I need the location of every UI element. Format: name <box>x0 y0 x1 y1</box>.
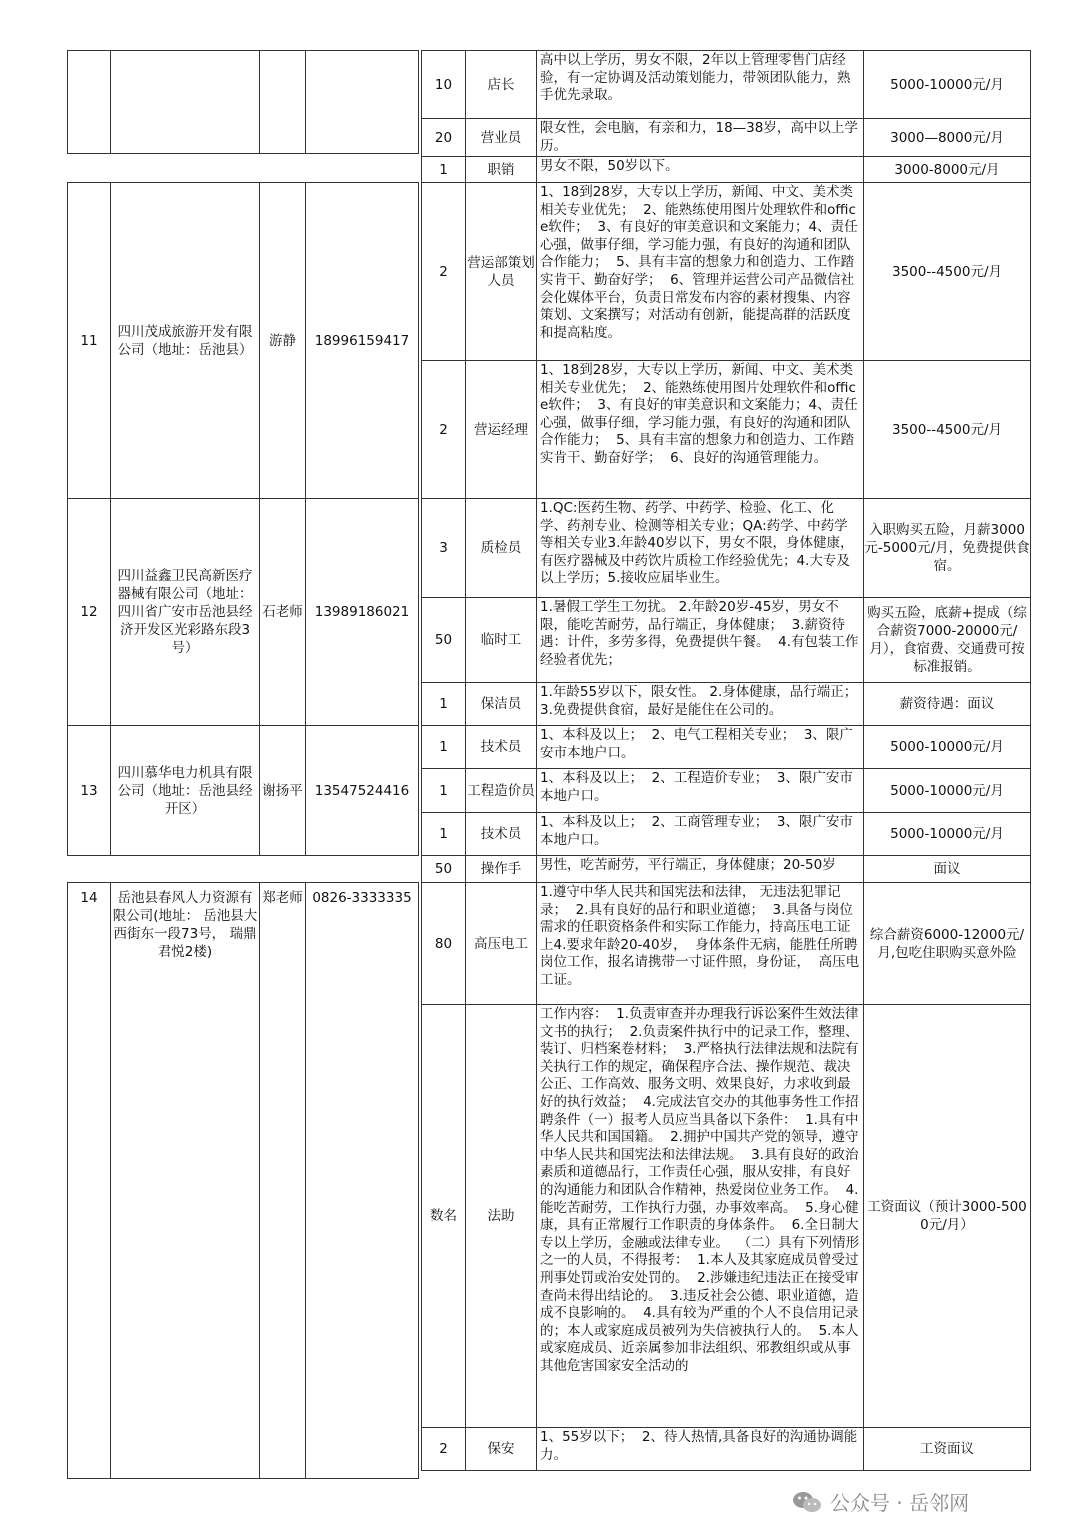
job-requirements <box>536 812 864 856</box>
carryover-contact <box>259 50 306 154</box>
job-count <box>421 597 466 683</box>
job-requirements-text: 1、本科及以上； 2、工商管理专业； 3、限广安市本地户口。 <box>540 814 853 848</box>
job-requirements-text: 1、55岁以下； 2、待人热情,具备良好的沟通协调能力。 <box>540 1429 858 1463</box>
job-requirements-text: 男女不限，50岁以下。 <box>540 158 679 174</box>
company-name <box>110 725 260 856</box>
company-index-text: 13 <box>80 782 98 799</box>
job-requirements-text: 男性，吃苦耐劳，平行端正，身体健康；20-50岁 <box>540 857 836 873</box>
company-phone <box>305 182 419 499</box>
company-index <box>67 882 111 1479</box>
job-count <box>421 182 466 361</box>
job-salary-text: 3500--4500元/月 <box>891 421 1002 438</box>
company-phone <box>305 498 419 726</box>
job-salary-text: 薪资待遇：面议 <box>899 696 995 712</box>
job-position <box>465 682 537 726</box>
job-position-text: 营运经理 <box>474 421 528 438</box>
job-salary <box>863 156 1031 183</box>
watermark-text: 公众号 · 岳邻网 <box>830 1491 970 1515</box>
job-salary <box>863 768 1031 813</box>
job-position <box>465 812 537 856</box>
job-count-text: 1 <box>439 696 448 712</box>
company-contact-text: 石老师 <box>262 604 303 620</box>
job-position <box>465 498 537 598</box>
job-salary-text: 综合薪资6000-12000元/月,包吃住职购买意外险 <box>869 926 1025 961</box>
company-contact <box>259 725 306 856</box>
job-requirements <box>536 1427 864 1471</box>
job-salary-text: 3000—8000元/月 <box>890 129 1004 146</box>
job-count-text: 1 <box>439 826 448 842</box>
company-contact-text: 谢扬平 <box>262 782 303 799</box>
job-salary <box>863 118 1031 157</box>
job-requirements-text: 1、本科及以上； 2、工程造价专业； 3、限广安市本地户口。 <box>540 770 853 804</box>
job-count <box>421 498 466 598</box>
company-name <box>110 182 260 499</box>
job-requirements <box>536 156 864 183</box>
job-count-text: 1 <box>439 782 448 799</box>
job-position-text: 店长 <box>487 76 515 93</box>
job-position-text: 技术员 <box>480 739 522 755</box>
job-count <box>421 118 466 157</box>
job-count <box>421 1427 466 1471</box>
wechat-icon <box>792 1491 822 1513</box>
job-count <box>421 1004 466 1428</box>
job-salary-text: 5000-10000元/月 <box>890 782 1004 799</box>
job-count <box>421 812 466 856</box>
job-position <box>465 118 537 157</box>
job-position-text: 技术员 <box>480 826 522 842</box>
job-salary-text: 工资面议 <box>920 1441 974 1457</box>
job-salary-text: 5000-10000元/月 <box>890 76 1004 93</box>
carryover-phone <box>305 50 419 154</box>
job-position <box>465 855 537 883</box>
job-requirements-text: 工作内容： 1.负责审查并办理我行诉讼案件生效法律文书的执行； 2.负责案件执行中的记录工作，整理、装订、归档案卷材料； 3.严格执行法律法规和法院有关执行工作的规定，确保程序合法、操作规范、裁决公正、工作高效、服务文明、效果良好，力求收到最好的执行效益； 4.完成法官交办的其他事务性工作招聘条件（一）报考人员应当具备以下条件： 1.具有中华人民共和国国籍。 2.拥护中国共产党的领导，遵守中华人民共和国宪法和法律法规。 3.具有良好的政治素质和道德品行，工作责任心强，服从安排，有良好的沟通能力和团队合作精神，热爱岗位业务工作。 4.能吃苦耐劳，工作执行力强，办事效率高。 5.身心健康，具有正常履行工作职责的身体条件。 6.全日制大专以上学历，金融或法律专业。 （二）具有下列情形之一的人员，不得报考： 1.本人及其家庭成员曾受过刑事处罚或治安处罚的。 2.涉嫌违纪违法正在接受审查尚未得出结论的。 3.违反社会公德、职业道德，造成不良影响的。 4.具有较为严重的个人不良信用记录的；本人或家庭成员被列为失信被执行人的。 5.本人或家庭成员、近亲属参加非法组织、邪教组织或从事其他危害国家安全活动的 <box>540 1006 860 1374</box>
job-position <box>465 1004 537 1428</box>
job-count-text: 10 <box>434 76 453 93</box>
job-position-text: 营业员 <box>480 129 522 146</box>
company-name-text: 四川慕华电力机具有限公司（地址：岳池县经开区） <box>117 764 253 817</box>
job-requirements <box>536 360 864 499</box>
job-position <box>465 597 537 683</box>
job-count-text: 2 <box>439 1441 448 1457</box>
company-name-text: 四川益鑫卫民高新医疗器械有限公司（地址：四川省广安市岳池县经济开发区光彩路东段3号） <box>117 568 253 656</box>
job-requirements <box>536 882 864 1005</box>
job-salary-text: 入职购买五险，月薪3000元-5000元/月，免费提供食宿。 <box>864 522 1030 574</box>
watermark <box>792 1487 969 1516</box>
job-requirements <box>536 1004 864 1428</box>
job-salary <box>863 1004 1031 1428</box>
company-phone <box>305 882 419 1479</box>
company-index-text: 12 <box>80 604 98 620</box>
job-salary <box>863 50 1031 119</box>
job-salary-text: 工资面议（预计3000-5000元/月） <box>867 1199 1027 1233</box>
job-position-text: 法助 <box>487 1208 515 1224</box>
company-contact <box>259 498 306 726</box>
job-count <box>421 855 466 883</box>
job-salary <box>863 725 1031 769</box>
company-index <box>67 182 111 499</box>
job-salary <box>863 682 1031 726</box>
company-name-text: 四川茂成旅游开发有限公司（地址：岳池县） <box>117 323 253 358</box>
job-requirements <box>536 50 864 119</box>
job-position-text: 职销 <box>487 161 515 178</box>
company-contact-text: 游静 <box>269 332 296 349</box>
job-requirements-text: 1、18到28岁，大专以上学历，新闻、中文、美术类相关专业优先； 2、能熟练使用图片处理软件和office软件； 3、有良好的审美意识和文案能力；4、责任心强，做事仔细，学习能力强，有良好的沟通和团队合作能力； 5、具有丰富的想象力和创造力、工作踏实肯干、勤奋好学； 6、良好的沟通管理能力。 <box>540 362 858 466</box>
job-salary-text: 5000-10000元/月 <box>890 739 1004 755</box>
job-salary <box>863 812 1031 856</box>
job-requirements <box>536 498 864 598</box>
job-salary <box>863 360 1031 499</box>
company-phone-text: 13989186021 <box>314 604 410 620</box>
job-requirements <box>536 118 864 157</box>
job-count-text: 50 <box>434 861 453 877</box>
job-requirements-text: 1.年龄55岁以下，限女性。 2.身体健康，品行端正； 3.免费提供食宿，最好是能住在公司的。 <box>540 684 866 718</box>
job-count <box>421 725 466 769</box>
job-position <box>465 360 537 499</box>
job-count <box>421 682 466 726</box>
job-position <box>465 882 537 1005</box>
job-salary-text: 购买五险，底薪+提成（综合薪资7000-20000元/月），食宿费、交通费可按标准报销。 <box>867 605 1027 675</box>
job-position <box>465 725 537 769</box>
job-position <box>465 50 537 119</box>
job-count-text: 数名 <box>430 1208 457 1224</box>
job-requirements <box>536 182 864 361</box>
job-count-text: 50 <box>434 632 453 648</box>
company-contact <box>259 882 306 1479</box>
job-requirements <box>536 682 864 726</box>
job-count-text: 1 <box>439 739 448 755</box>
job-requirements <box>536 597 864 683</box>
company-phone-text: 0826-3333335 <box>312 890 412 906</box>
job-requirements <box>536 855 864 883</box>
job-requirements-text: 1.暑假工学生工勿扰。 2.年龄20岁-45岁，男女不限，能吃苦耐劳，品行端正，身体健康； 3.薪资待遇：计件，多劳多得，免费提供午餐。 4.有包装工作经验者优先； <box>540 599 859 668</box>
job-position-text: 质检员 <box>480 540 522 556</box>
job-salary-text: 面议 <box>933 861 961 877</box>
job-salary <box>863 855 1031 883</box>
company-phone-text: 13547524416 <box>314 782 410 799</box>
job-count-text: 80 <box>434 935 453 952</box>
job-salary <box>863 882 1031 1005</box>
job-requirements-text: 1.遵守中华人民共和国宪法和法律， 无违法犯罪记录； 2.具有良好的品行和职业道德； 3.具备与岗位需求的任职资格条件和实际工作能力，持高压电工证上4.要求年龄20-40岁， 身体条件无病，能胜任所聘岗位工作，报名请携带一寸证件照，身份证， 高压电工证。 <box>540 884 860 988</box>
job-position-text: 工程造价员 <box>467 782 535 799</box>
job-requirements <box>536 725 864 769</box>
job-count <box>421 768 466 813</box>
company-contact-text: 郑老师 <box>262 890 303 906</box>
job-salary-text: 5000-10000元/月 <box>890 826 1004 842</box>
job-salary-text: 3500--4500元/月 <box>891 263 1002 280</box>
job-salary <box>863 1427 1031 1471</box>
job-salary-text: 3000-8000元/月 <box>894 161 1000 178</box>
job-position-text: 保洁员 <box>480 696 522 712</box>
job-salary <box>863 597 1031 683</box>
company-name <box>110 498 260 726</box>
job-requirements-text: 1、本科及以上； 2、电气工程相关专业； 3、限广安市本地户口。 <box>540 727 853 761</box>
carryover-name <box>110 50 260 154</box>
job-count-text: 3 <box>439 540 448 556</box>
job-position <box>465 1427 537 1471</box>
job-count <box>421 882 466 1005</box>
job-salary <box>863 182 1031 361</box>
company-phone-text: 18996159417 <box>314 332 410 349</box>
company-index <box>67 725 111 856</box>
company-contact <box>259 182 306 499</box>
company-phone <box>305 725 419 856</box>
job-position-text: 高压电工 <box>474 935 528 952</box>
job-salary <box>863 498 1031 598</box>
job-position <box>465 182 537 361</box>
job-count-text: 2 <box>439 421 448 438</box>
job-requirements-text: 1.QC:医药生物、药学、中药学、检验、化工、化学、药剂专业、检测等相关专业；QA:药学、中药学等相关专业3.年龄40岁以下，男女不限，身体健康，有医疗器械及中药饮片质检工作经验优先；4.大专及以上学历；5.接收应届毕业生。 <box>540 500 854 587</box>
job-position-text: 操作手 <box>480 861 522 877</box>
job-requirements-text: 高中以上学历，男女不限，2年以上管理零售门店经验，有一定协调及活动策划能力，带领团队能力，熟手优先录取。 <box>540 52 851 104</box>
company-index <box>67 498 111 726</box>
job-count-text: 20 <box>434 129 453 146</box>
job-position-text: 临时工 <box>480 632 522 648</box>
job-requirements <box>536 768 864 813</box>
job-position-text: 保安 <box>487 1441 515 1457</box>
company-index-text: 11 <box>80 332 98 349</box>
job-requirements-text: 1、18到28岁，大专以上学历，新闻、中文、美术类相关专业优先； 2、能熟练使用图片处理软件和office软件； 3、有良好的审美意识和文案能力；4、责任心强，做事仔细，学习能力强，有良好的沟通和团队合作能力； 5、具有丰富的想象力和创造力、工作踏实肯干、勤奋好学； 6、管理并运营公司产品微信社会化媒体平台，负责日常发布内容的素材搜集、内容策划、文案撰写；对活动有创新，能提高群的活跃度和提高粘度。 <box>540 184 858 341</box>
company-index-text: 14 <box>80 890 98 906</box>
job-position-text: 营运部策划人员 <box>467 254 535 289</box>
job-count-text: 1 <box>439 161 448 178</box>
carryover-idx <box>67 50 111 154</box>
company-name-text: 岳池县春风人力资源有限公司(地址： 岳池县大西街东一段73号， 瑞鼎君悦2楼) <box>112 890 258 960</box>
company-name <box>110 882 260 1479</box>
job-position <box>465 768 537 813</box>
job-position <box>465 156 537 183</box>
job-count <box>421 156 466 183</box>
job-count-text: 2 <box>439 263 448 280</box>
job-requirements-text: 限女性，会电脑，有亲和力，18—38岁，高中以上学历。 <box>540 120 858 154</box>
job-count <box>421 360 466 499</box>
job-count <box>421 50 466 119</box>
